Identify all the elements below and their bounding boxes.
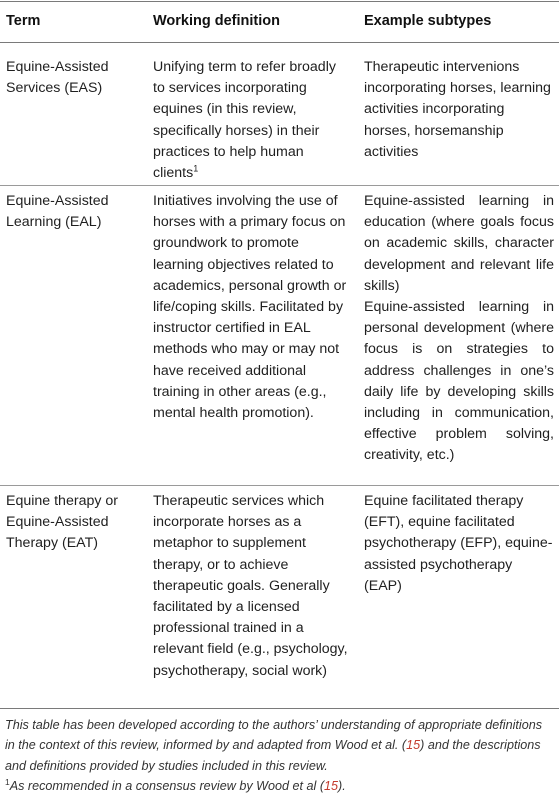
header-example-subtypes: Example subtypes [364,13,492,29]
header-bottom-rule [0,42,559,43]
row1-term: Equine-Assisted Services (EAS) [6,59,109,97]
table-note [5,715,551,776]
row1-definition-text: Unifying term to refer broadly to services incorporating equines (in this review, specifically horses) in their practices to help human clients [153,59,336,182]
reference-link[interactable]: 15 [324,779,339,794]
footnote-1-text-end: ). [338,779,346,794]
row-separator [0,485,559,486]
table-top-rule [0,1,559,2]
table-bottom-rule [0,708,559,709]
row2-subtype-2: Equine-assisted learning in personal development (where focus is on strategies to address challenges in one’s daily life by developing skills including in communication, effective problem solving, creativity, etc.) [364,299,554,464]
reference-link[interactable]: 15 [406,738,421,753]
table-note-text: This table has been developed according to the authors’ understanding of appropriate definitions in the context of this review, informed by and adapted from Wood et al. ( [5,718,543,753]
row1-subtypes: Therapeutic intervenions incorporating horses, learning activities incorporating horses, horsemanship activities [364,59,551,160]
header-working-definition: Working definition [153,13,280,29]
footnote-1 [5,776,551,796]
row-separator [0,185,559,186]
row2-term: Equine-Assisted Learning (EAL) [6,193,109,231]
row2-subtype-1: Equine-assisted learning in education (where goals focus on academic skills, character development and relevant life skills) [364,193,554,294]
row3-subtypes: Equine facilitated therapy (EFT), equine facilitated psychotherapy (EFP), equine-assisted psychotherapy (EAP) [364,493,553,594]
row3-definition: Therapeutic services which incorporate horses as a metaphor to supplement therapy, or to achieve therapeutic goals. Generally facilitated by a licensed professional trained in a relevant field (e.g., psychology, psychotherapy, social work) [153,493,348,679]
footnote-1-text: As recommended in a consensus review by Wood et al ( [9,779,325,794]
row2-definition: Initiatives involving the use of horses with a primary focus on groundwork to promote learning objectives related to academics, personal growth or life/coping skills. Facilitated by instructor certified in EAL methods who may or may not have received additional training in other areas (e.g., mental health promotion). [153,193,347,422]
row2-subtypes [364,191,554,467]
row1-definition [153,57,348,184]
footnote-marker: 1 [193,163,199,174]
row3-term: Equine therapy or Equine-Assisted Therapy (EAT) [6,493,118,552]
table-footnotes [5,715,551,797]
header-term: Term [6,13,41,29]
footnote-1-marker: 1 [5,777,10,788]
table-note-text-end: ) and the descriptions and definitions provided by studies included in this review. [5,738,541,773]
